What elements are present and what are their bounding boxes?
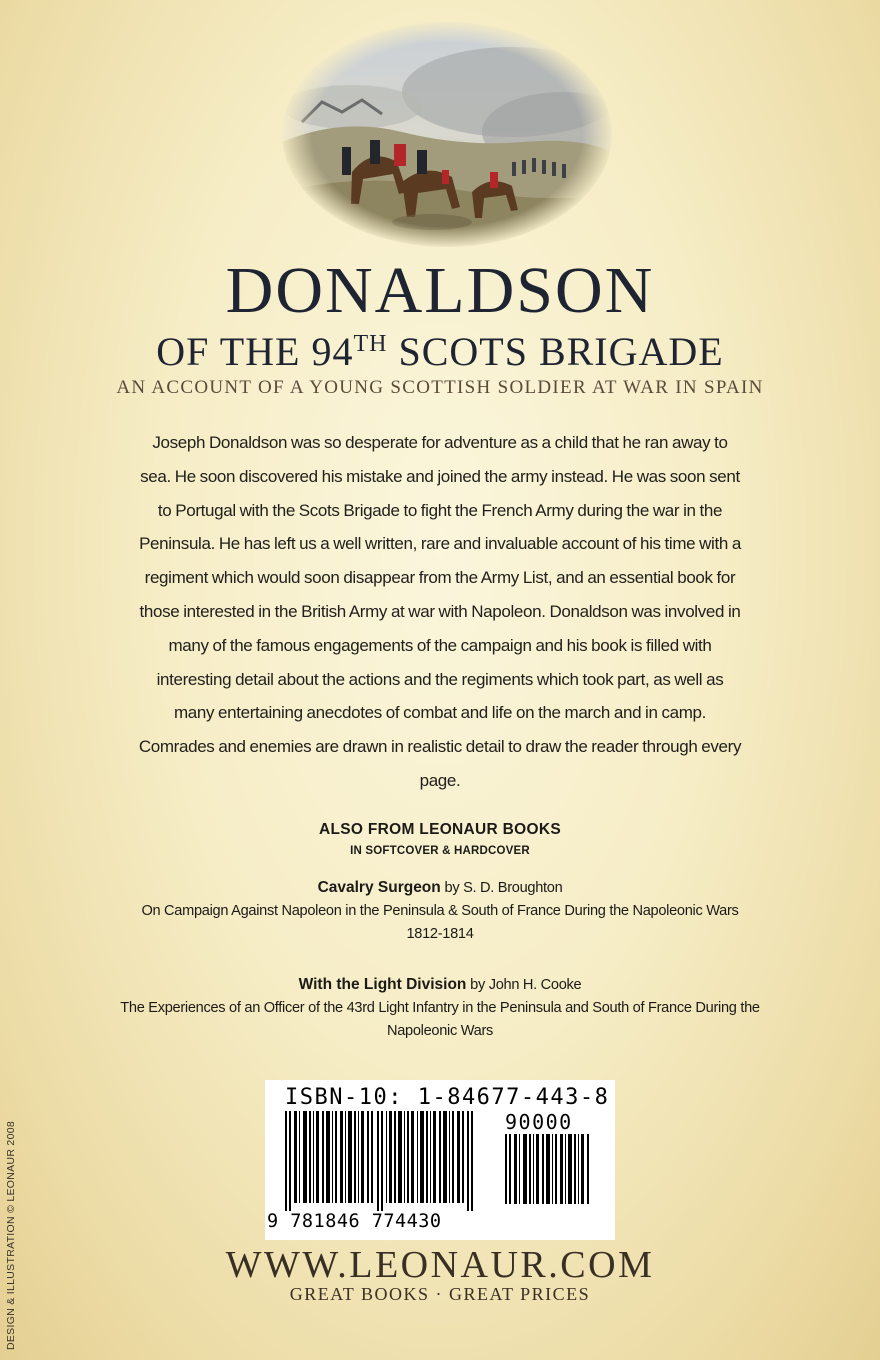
related-book-title: With the Light Division [298,976,467,993]
ean-number: 9 781846 774430 [267,1211,442,1232]
subtitle-part-end: SCOTS BRIGADE [387,329,724,374]
related-book-title-line [100,876,780,900]
related-book-title: Cavalry Surgeon [317,879,441,896]
book-title: DONALDSON [225,254,655,327]
also-from-subheading: IN SOFTCOVER & HARDCOVER [350,845,530,857]
related-book-1 [100,876,780,946]
subtitle-part: OF THE 94 [156,329,354,374]
publisher-slogan: GREAT BOOKS · GREAT PRICES [289,1284,591,1304]
related-book-description: The Experiences of an Officer of the 43rd Light Infantry in the Peninsula and South of France During the Napoleonic Wars [120,1000,760,1039]
publisher-website: WWW.LEONAUR.COM [225,1244,655,1286]
book-blurb: Joseph Donaldson was so desperate for adventure as a child that he ran away to sea. He soon discovered his mistake and joined the army instead. He was soon sent to Portugal with the Scots Brigade to fight the French Army during the war in the Peninsula. He has left us a well written, rare and invaluable account of his time with a regiment which would soon disappear from the Army List, and an essential book for those interested in the British Army at war with Napoleon. Donaldson was involved in many of the famous engagements of the campaign and his book is filled with interesting detail about the actions and the regiments which took part, as well as many entertaining anecdotes of combat and life on the march and in camp. Comrades and enemies are drawn in realistic detail to draw the reader through every page. [138,433,742,790]
battle-scene-illustration-icon [282,22,612,247]
related-book-author: by John H. Cooke [466,977,582,993]
isbn-number: ISBN-10: 1-84677-443-8 [285,1085,610,1110]
price-code: 90000 [505,1110,573,1134]
book-tagline: AN ACCOUNT OF A YOUNG SCOTTISH SOLDIER AT WAR IN SPAIN [116,377,764,398]
isbn-barcode [265,1080,615,1240]
price-barcode-icon [505,1134,605,1204]
book-subtitle [0,320,880,376]
barcode-icon [277,1111,497,1211]
related-book-description: On Campaign Against Napoleon in the Peninsula & South of France During the Napoleonic Wars 1812-1814 [141,903,739,942]
battle-scene-illustration [282,22,612,247]
design-credit: DESIGN & ILLUSTRATION © LEONAUR 2008 [5,1121,17,1350]
also-from-heading: ALSO FROM LEONAUR BOOKS [319,821,561,838]
related-book-2 [100,973,780,1043]
subtitle-superscript: TH [353,331,388,357]
related-book-title-line [100,973,780,997]
related-book-author: by S. D. Broughton [440,880,563,896]
